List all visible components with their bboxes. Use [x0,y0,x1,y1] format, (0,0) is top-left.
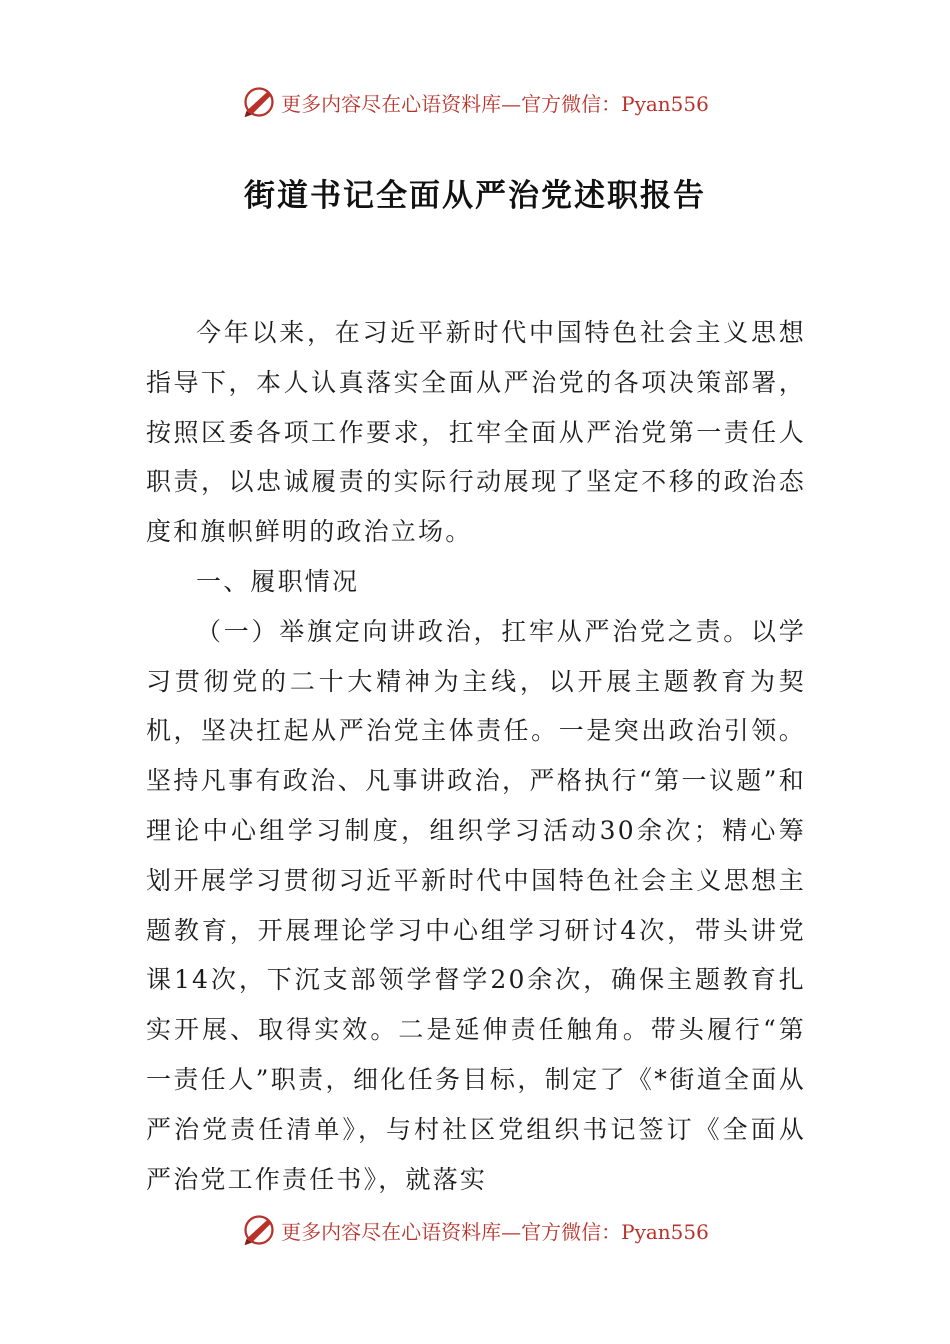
footer-watermark [0,1210,950,1250]
watermark-text: 更多内容尽在心语资料库—官方微信：Pyan556 [281,1219,709,1244]
document-body [146,308,806,1204]
paragraph-intro: 今年以来，在习近平新时代中国特色社会主义思想指导下，本人认真落实全面从严治党的各项决策部署，按照区委各项工作要求，扛牢全面从严治党第一责任人职责，以忠诚履责的实际行动展现了坚定不移的政治态度和旗帜鲜明的政治立场。 [146,318,806,547]
pen-logo-icon [241,1212,277,1248]
document-title: 街道书记全面从严治党述职报告 [244,178,706,214]
pen-logo-icon [241,84,277,120]
paragraph-section-1: （一）举旗定向讲政治，扛牢从严治党之责。以学习贯彻党的二十大精神为主线，以开展主题教育为契机，坚决扛起从严治党主体责任。一是突出政治引领。坚持凡事有政治、凡事讲政治，严格执行“第一议题”和理论中心组学习制度，组织学习活动30余次；精心筹划开展学习贯彻习近平新时代中国特色社会主义思想主题教育，开展理论学习中心组学习研讨4次，带头讲党课14次，下沉支部领学督学20余次，确保主题教育扎实开展、取得实效。二是延伸责任触角。带头履行“第一责任人”职责，细化任务目标，制定了《*街道全面从严治党责任清单》，与村社区党组织书记签订《全面从严治党工作责任书》，就落实 [146,616,806,1194]
section-heading: 一、履职情况 [196,566,360,596]
header-watermark [0,82,950,122]
watermark-text: 更多内容尽在心语资料库—官方微信：Pyan556 [281,91,709,116]
